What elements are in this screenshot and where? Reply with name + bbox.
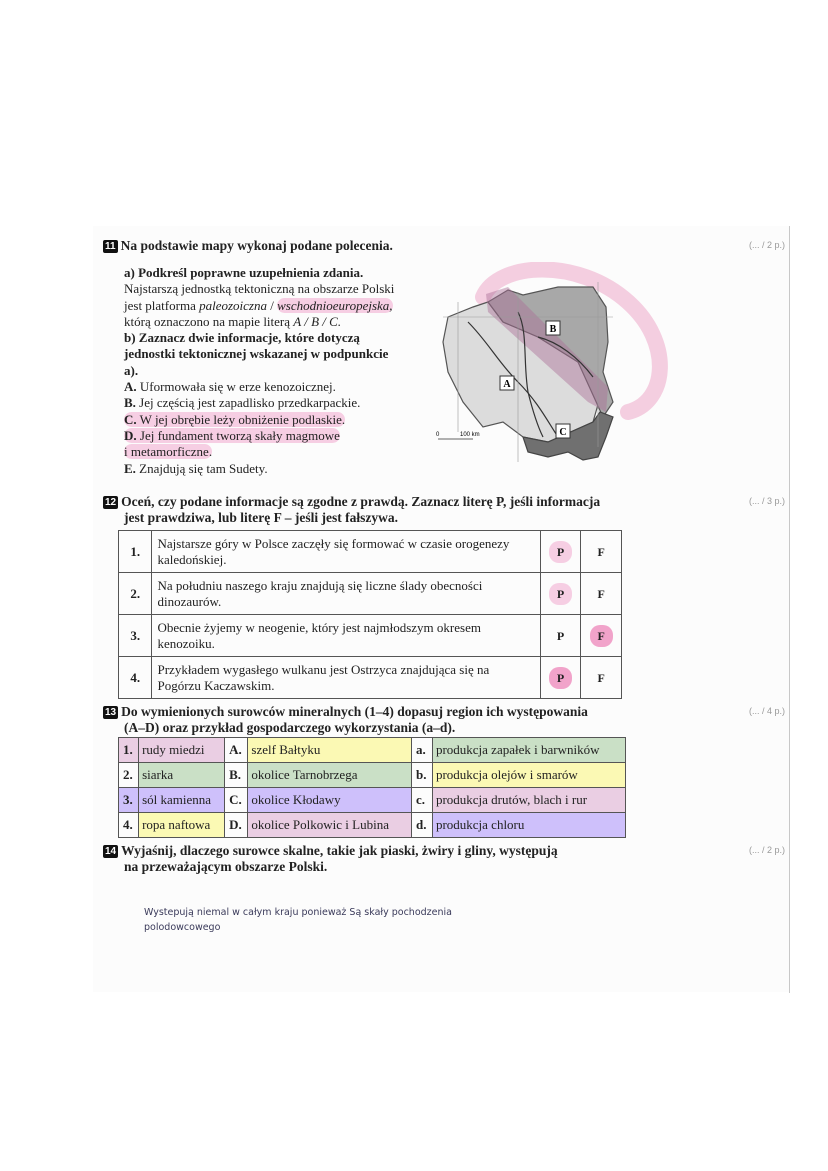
q11-b-heading-1: b) Zaznacz dwie informacje, które dotyczą [124,330,360,346]
option-paleozoiczna[interactable]: paleozoiczna [199,297,267,313]
region-letter: D. [225,813,248,838]
map-label-b: B [549,324,557,335]
choice-p[interactable] [540,531,581,573]
choice-p[interactable] [540,615,581,657]
q14-points: (... / 2 p.) [749,845,786,855]
region[interactable]: okolice Kłodawy [248,788,412,813]
q11-part-a [124,265,424,477]
option-letter: D. [124,427,137,443]
option-text: Jej częścią jest zapadlisko przedkarpackie. [139,395,361,411]
resource-number: 1. [119,738,139,763]
table-row [119,531,622,573]
region-letter: C. [225,788,248,813]
choice-f[interactable] [581,657,622,699]
q11-a-line1: Najstarszą jednostką tektoniczną na obszarze Polski [124,281,395,297]
option-letter: B. [124,395,136,411]
resource[interactable]: ropa naftowa [139,813,225,838]
scale-zero: 0 [436,432,440,438]
separator: / [266,297,278,313]
p-label: P [549,667,572,689]
q11-option-c[interactable] [124,412,424,428]
use[interactable]: produkcja drutów, blach i rur [432,788,625,813]
use-letter: b. [412,763,433,788]
q11-a-line3-text: którą oznaczono na mapie literą [124,313,294,329]
q11-a-line2-text: jest platforma [124,297,200,313]
f-label: F [597,544,605,559]
table-row [119,738,626,763]
table-row [119,788,626,813]
option-letter: A. [124,379,137,395]
use-letter: a. [412,738,433,763]
matching-table [118,737,626,838]
q11-option-b[interactable] [124,395,424,411]
region[interactable]: szelf Bałtyku [248,738,412,763]
region[interactable]: okolice Polkowic i Lubina [248,813,412,838]
q14-title-1: Wyjaśnij, dlaczego surowce skalne, takie jak piaski, żwiry i gliny, występują [121,843,558,858]
option-text-cont: i metamorficzne. [124,444,213,460]
q12-title-1: Oceń, czy podane informacje są zgodne z prawdą. Zaznacz literę P, jeśli informacja [121,494,601,509]
use-letter: c. [412,788,433,813]
choice-p[interactable] [540,657,581,699]
use-letter: d. [412,813,433,838]
q12-number-badge: 12 [105,497,117,508]
choice-f[interactable] [581,531,622,573]
q13-heading [103,704,588,736]
letter-options[interactable]: A / B / C. [293,313,342,329]
region[interactable]: okolice Tarnobrzega [248,763,412,788]
q11-option-a[interactable] [124,379,424,395]
q13-number-badge: 13 [105,707,117,718]
p-label: P [556,628,565,643]
margin-rule [789,226,790,993]
table-row [119,615,622,657]
statement: Obecnie żyjemy w neogenie, który jest najmłodszym okresem kenozoiku. [152,615,540,657]
q12-points: (... / 3 p.) [749,496,786,506]
q11-option-d[interactable] [124,428,424,461]
q11-points: (... / 2 p.) [749,240,786,250]
resource-number: 4. [119,813,139,838]
true-false-table [118,530,622,699]
q11-a-line3 [124,314,424,330]
q12-heading [103,494,600,526]
q11-heading [103,238,393,254]
q11-a-line2 [124,298,424,314]
option-wschodnioeuropejska[interactable]: wschodnioeuropejska, [277,297,393,313]
q14-number-badge: 14 [105,846,117,857]
use[interactable]: produkcja chloru [432,813,625,838]
tectonic-map-poland [428,262,678,467]
option-text: Znajdują się tam Sudety. [139,460,268,476]
resource-number: 2. [119,763,139,788]
q14-heading [103,843,558,875]
scale-label: 100 km [460,432,480,438]
q13-title-2: (A–D) oraz przykład gospodarczego wykorzystania (a–d). [124,720,456,735]
table-row [119,573,622,615]
q11-a-heading: a) Podkreśl poprawne uzupełnienia zdania. [124,265,364,280]
region-letter: A. [225,738,248,763]
q13-points: (... / 4 p.) [749,706,786,716]
answer-line-2: polodowcowego [144,922,221,933]
p-label: P [549,583,572,605]
q13-title-1: Do wymienionych surowców mineralnych (1–4) dopasuj region ich występowania [121,704,588,719]
region-letter: B. [225,763,248,788]
q11-title: Na podstawie mapy wykonaj podane polecenia. [120,238,393,253]
q14-title-2: na przeważającym obszarze Polski. [124,859,328,874]
q14-answer[interactable] [144,905,452,935]
row-number: 1. [119,531,152,573]
row-number: 4. [119,657,152,699]
q11-b-heading-3: a). [124,362,139,378]
map-label-a: A [503,379,511,390]
statement: Najstarsze góry w Polsce zaczęły się formować w czasie orogenezy kaledońskiej. [152,531,540,573]
option-text: W jej obrębie leży obniżenie podlaskie. [139,411,346,427]
option-letter: E. [124,460,136,476]
statement: Na południu naszego kraju znajdują się liczne ślady obecności dinozaurów. [152,573,540,615]
q11-number-badge: 11 [105,241,116,252]
f-label: F [597,586,605,601]
resource[interactable]: siarka [139,763,225,788]
resource-number: 3. [119,788,139,813]
f-label: F [590,625,613,647]
resource[interactable]: rudy miedzi [139,738,225,763]
table-row [119,813,626,838]
p-label: P [549,541,572,563]
resource[interactable]: sól kamienna [139,788,225,813]
option-text: Jej fundament tworzą skały magmowe [139,427,340,443]
f-label: F [597,670,605,685]
use[interactable]: produkcja zapałek i barwników [432,738,625,763]
row-number: 2. [119,573,152,615]
statement: Przykładem wygasłego wulkanu jest Ostrzyca znajdująca się na Pogórzu Kaczawskim. [152,657,540,699]
map-label-c: C [559,427,567,438]
use[interactable]: produkcja olejów i smarów [432,763,625,788]
choice-p[interactable] [540,573,581,615]
q12-title-2: jest prawdziwa, lub literę F – jeśli jest fałszywa. [124,510,398,525]
q11-option-e[interactable] [124,461,424,477]
q11-b-heading-2: jednostki tektonicznej wskazanej w podpunkcie [124,346,389,362]
answer-line-1: Wystepują niemal w całym kraju ponieważ Są skały pochodzenia [144,907,452,918]
option-text: Uformowała się w erze kenozoicznej. [139,379,336,395]
choice-f[interactable] [581,573,622,615]
choice-f[interactable] [581,615,622,657]
row-number: 3. [119,615,152,657]
option-letter: C. [124,411,137,427]
table-row [119,657,622,699]
table-row [119,763,626,788]
